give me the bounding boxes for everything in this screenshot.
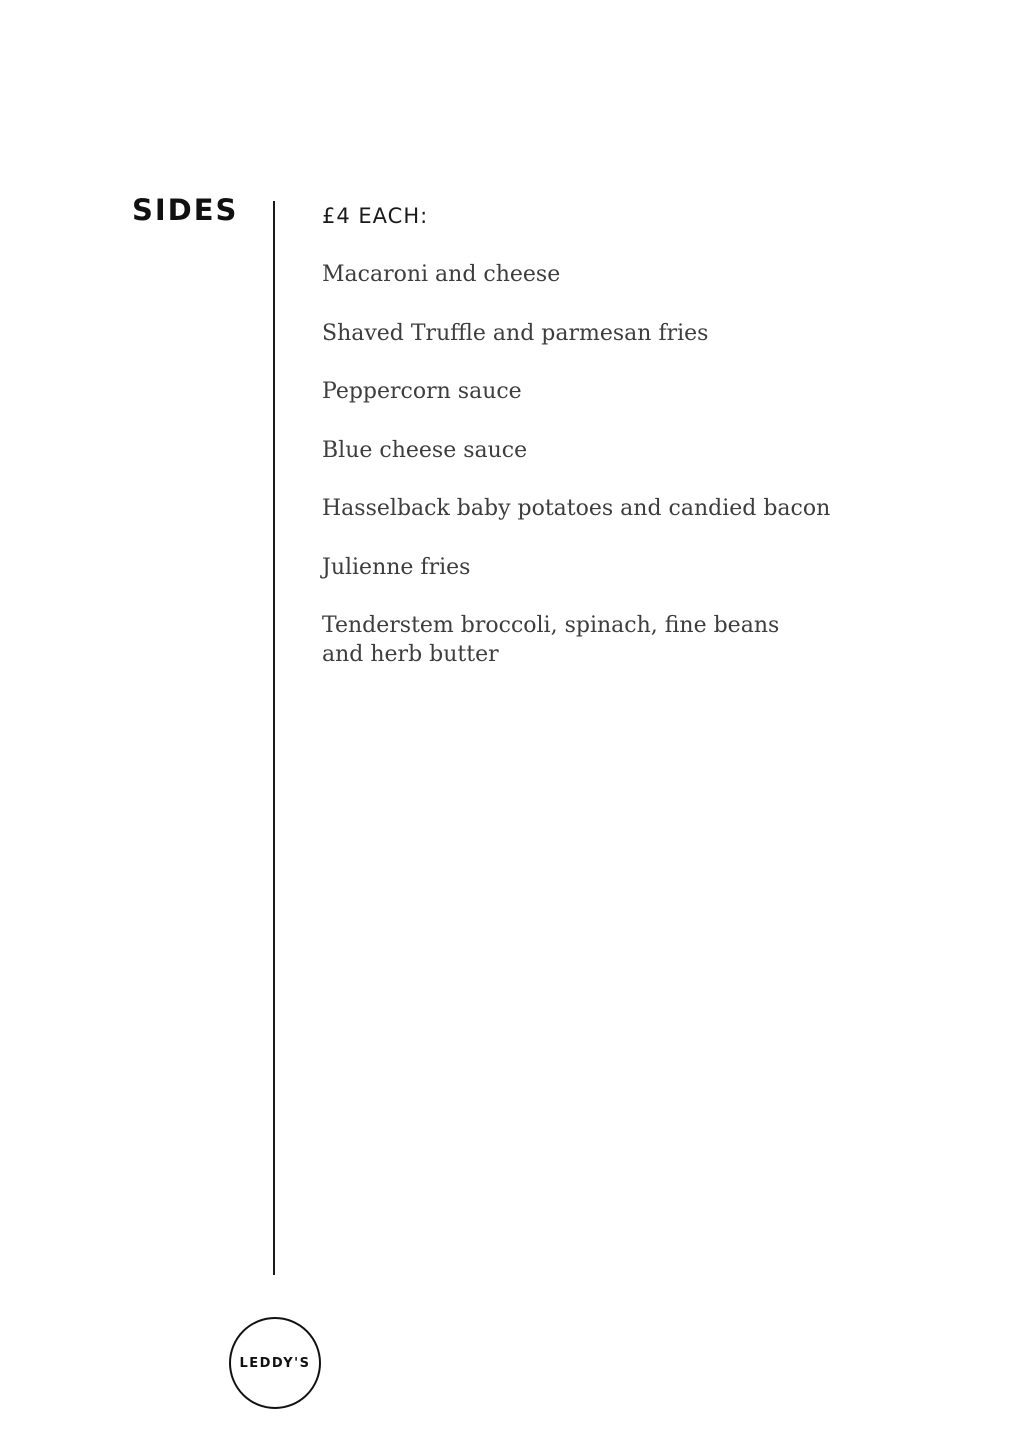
menu-item: Tenderstem broccoli, spinach, fine beans and herb butter <box>322 613 780 667</box>
brand-logo-text: LEDDY'S <box>239 1355 311 1371</box>
menu-item-list <box>322 260 962 669</box>
price-header: £4 EACH: <box>322 204 429 228</box>
menu-item: Blue cheese sauce <box>322 437 528 463</box>
menu-item: Macaroni and cheese <box>322 262 561 287</box>
menu-item: Shaved Truffle and parmesan fries <box>322 320 709 346</box>
menu-item: Hasselback baby potatoes and candied bacon <box>322 496 831 521</box>
menu-item: Peppercorn sauce <box>322 379 522 404</box>
menu-content <box>322 202 962 699</box>
brand-logo <box>229 1317 321 1409</box>
vertical-divider <box>273 201 275 1275</box>
section-title: SIDES <box>132 193 239 227</box>
menu-item: Julienne fries <box>322 554 471 580</box>
